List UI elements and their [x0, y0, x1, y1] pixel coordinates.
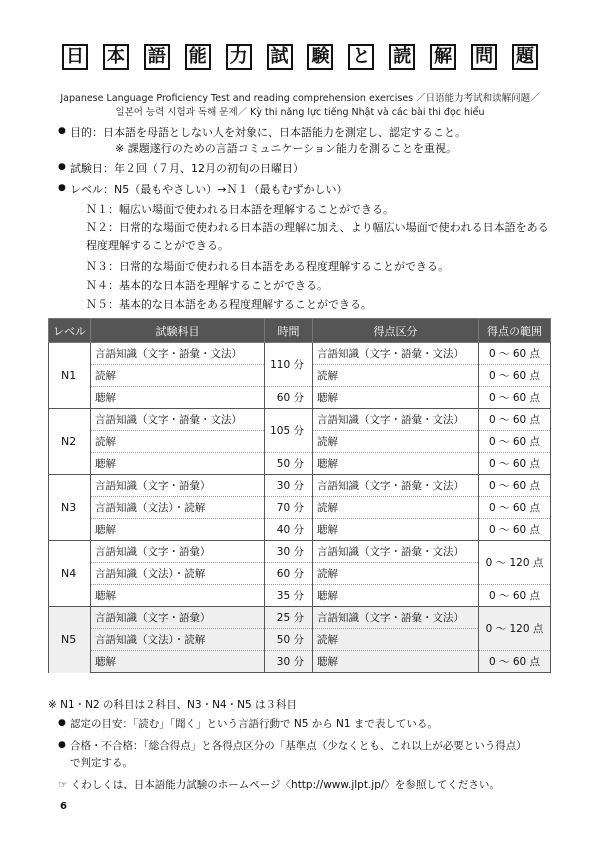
table-row [49, 651, 551, 673]
section-cell: 読解 [313, 497, 479, 519]
subject-cell: 言語知識（文字・語彙・文法） [91, 409, 265, 431]
title-char: 日 [62, 44, 88, 70]
table-row [49, 585, 551, 607]
table-row [49, 563, 551, 585]
range-cell: 0 ～ 60 点 [479, 453, 551, 475]
header-section: 得点区分 [313, 319, 479, 343]
title-char: と [348, 44, 374, 70]
purpose-text: 目的：日本語を母語としない人を対象に、日本語能力を測定し、認定すること。 [70, 126, 466, 139]
time-cell: 40 分 [265, 519, 313, 541]
title-char: 解 [430, 44, 456, 70]
table-row [49, 343, 551, 365]
level-desc-n3: Ｎ３：日常的な場面で使われる日本語をある程度理解することができる。 [86, 260, 449, 273]
exam-date: 試験日：年２回（７月、12月の初旬の日曜日） [70, 162, 304, 175]
time-cell: 50 分 [265, 453, 313, 475]
level-desc-n1: Ｎ１：幅広い場面で使われる日本語を理解することができる。 [86, 203, 394, 216]
subject-cell: 言語知識（文字・語彙） [91, 475, 265, 497]
time-cell: 60 分 [265, 563, 313, 585]
subject-cell: 聴解 [91, 453, 265, 475]
title-char: 能 [185, 44, 211, 70]
level-cell: N5 [49, 607, 91, 673]
time-cell: 60 分 [265, 387, 313, 409]
range-cell: 0 ～ 120 点 [479, 541, 551, 585]
level-cell: N2 [49, 409, 91, 475]
section-cell: 読解 [313, 563, 479, 585]
title-char: 試 [267, 44, 293, 70]
time-cell: 50 分 [265, 629, 313, 651]
subject-cell: 聴解 [91, 651, 265, 673]
time-cell: 105 分 [265, 409, 313, 453]
header-time: 時間 [265, 319, 313, 343]
section-cell: 聴解 [313, 453, 479, 475]
table-row [49, 475, 551, 497]
time-cell: 30 分 [265, 475, 313, 497]
title-char: 力 [226, 44, 252, 70]
section-cell: 読解 [313, 629, 479, 651]
level-cell: N1 [49, 343, 91, 409]
section-cell: 読解 [313, 365, 479, 387]
section-cell: 聴解 [313, 651, 479, 673]
section-cell: 言語知識（文字・語彙・文法） [313, 607, 479, 629]
table-row [49, 453, 551, 475]
bullet-icon: ● [58, 718, 66, 728]
table-row [49, 541, 551, 563]
time-cell: 110 分 [265, 343, 313, 387]
subtitle-multilingual: 일본어 능력 시험과 독해 문제／ Kỳ thi năng lực tiếng Nhật và các bài thi đọc hiểu [115, 107, 485, 118]
levels-intro: レベル：N5（最もやさしい）→Ｎ１（最もむずかしい） [70, 183, 348, 196]
note-pass-cont: で判定する。 [70, 757, 133, 769]
range-cell: 0 ～ 120 点 [479, 607, 551, 651]
time-cell: 30 分 [265, 651, 313, 673]
range-cell: 0 ～ 60 点 [479, 387, 551, 409]
title-char: 題 [512, 44, 538, 70]
level-cell: N3 [49, 475, 91, 541]
section-cell: 言語知識（文字・語彙・文法） [313, 475, 479, 497]
range-cell: 0 ～ 60 点 [479, 475, 551, 497]
section-cell: 言語知識（文字・語彙・文法） [313, 409, 479, 431]
section-cell: 聴解 [313, 519, 479, 541]
subject-cell: 言語知識（文法）・読解 [91, 563, 265, 585]
subject-cell: 言語知識（文字・語彙） [91, 541, 265, 563]
time-cell: 30 分 [265, 541, 313, 563]
title-char: 語 [144, 44, 170, 70]
time-cell: 25 分 [265, 607, 313, 629]
note-standard: 認定の目安：「読む」「聞く」という言語行動で N5 から N1 まで表している。 [70, 718, 438, 730]
subject-cell: 聴解 [91, 585, 265, 607]
note-subjects: ※ N1・N2 の科目は２科目、N3・N4・N5 は３科目 [48, 699, 297, 711]
subtitle-english: Japanese Language Proficiency Test and reading comprehension exercises ／日语能力考试和读解问题／ [60, 93, 540, 104]
section-cell: 言語知識（文字・語彙・文法） [313, 541, 479, 563]
note-pass: 合格・不合格：「総合得点」と各得点区分の「基準点（少なくとも、これ以上が必要という得点） [70, 740, 527, 752]
title-char: 本 [103, 44, 129, 70]
table-row [49, 387, 551, 409]
header-level: レベル [49, 319, 91, 343]
section-cell: 聴解 [313, 585, 479, 607]
range-cell: 0 ～ 60 点 [479, 431, 551, 453]
range-cell: 0 ～ 60 点 [479, 365, 551, 387]
table-row [49, 629, 551, 651]
level-desc-n2: Ｎ２：日常的な場面で使われる日本語の理解に加え、より幅広い場面で使われる日本語をある [86, 221, 549, 234]
subject-cell: 言語知識（文字・語彙・文法） [91, 343, 265, 365]
level-desc-n5: Ｎ５：基本的な日本語をある程度理解することができる。 [86, 298, 372, 311]
subject-cell: 言語知識（文法）・読解 [91, 497, 265, 519]
title-char: 問 [471, 44, 497, 70]
subject-cell: 読解 [91, 431, 265, 453]
subject-cell: 言語知識（文字・語彙） [91, 607, 265, 629]
table-row [49, 607, 551, 629]
range-cell: 0 ～ 60 点 [479, 519, 551, 541]
subject-cell: 聴解 [91, 387, 265, 409]
range-cell: 0 ～ 60 点 [479, 409, 551, 431]
purpose-note: ※ 課題遂行のための言語コミュニケーション能力を測ることを重視。 [115, 142, 458, 155]
time-cell: 35 分 [265, 585, 313, 607]
time-cell: 70 分 [265, 497, 313, 519]
bullet-icon: ● [58, 740, 66, 750]
level-cell: N4 [49, 541, 91, 607]
subject-cell: 言語知識（文法）・読解 [91, 629, 265, 651]
section-cell: 読解 [313, 431, 479, 453]
header-subject: 試験科目 [91, 319, 265, 343]
section-cell: 言語知識（文字・語彙・文法） [313, 343, 479, 365]
header-range: 得点の範囲 [479, 319, 551, 343]
range-cell: 0 ～ 60 点 [479, 343, 551, 365]
range-cell: 0 ～ 60 点 [479, 585, 551, 607]
level-desc-n4: Ｎ４：基本的な日本語を理解することができる。 [86, 279, 328, 292]
section-cell: 聴解 [313, 387, 479, 409]
jlpt-table [48, 318, 551, 673]
title-char: 読 [389, 44, 415, 70]
table-row [49, 519, 551, 541]
range-cell: 0 ～ 60 点 [479, 651, 551, 673]
bullet-icon: ● [58, 162, 66, 172]
range-cell: 0 ～ 60 点 [479, 497, 551, 519]
bullet-icon: ● [58, 126, 66, 136]
note-website: ☞ くわしくは、日本語能力試験のホームページ〈http://www.jlpt.jp/〉を参照してください。 [58, 779, 500, 791]
bullet-icon: ● [58, 183, 66, 193]
table-row [49, 409, 551, 431]
table-header [49, 319, 551, 343]
page-number: 6 [60, 801, 67, 812]
subject-cell: 読解 [91, 365, 265, 387]
level-desc-n2-cont: 程度理解することができる。 [86, 239, 229, 252]
table-row [49, 497, 551, 519]
title-char: 験 [307, 44, 333, 70]
page-title [62, 44, 538, 74]
subject-cell: 聴解 [91, 519, 265, 541]
